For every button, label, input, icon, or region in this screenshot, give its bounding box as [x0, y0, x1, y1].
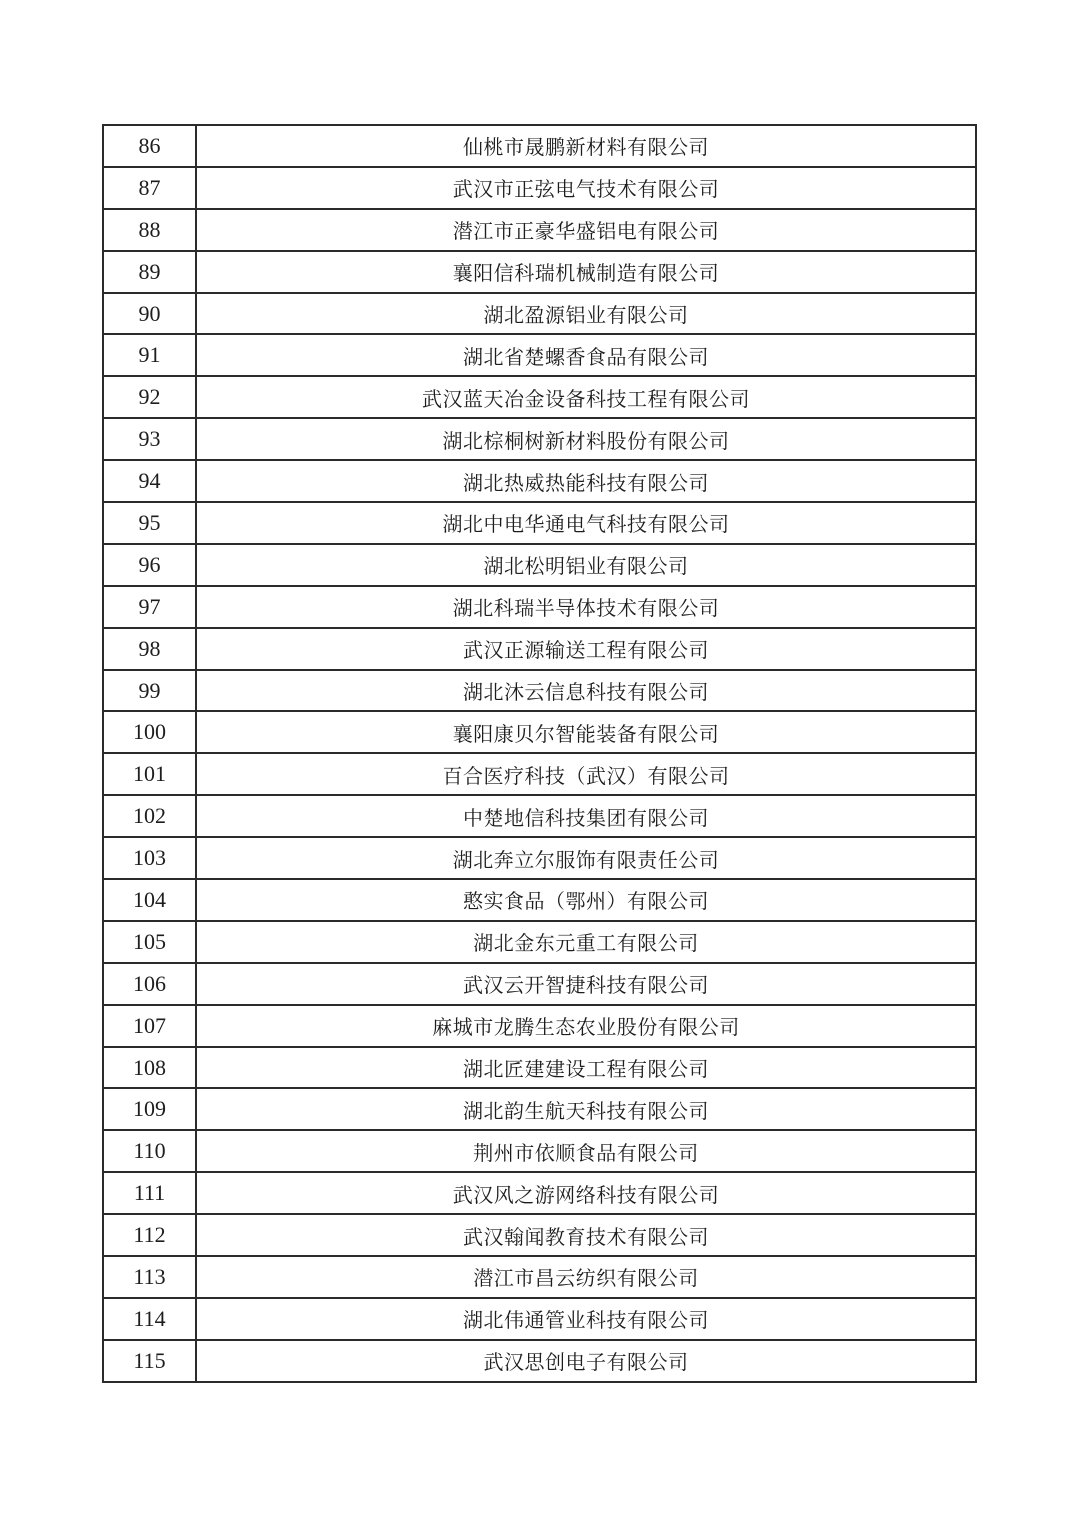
- table-row: [103, 1172, 976, 1214]
- table-row: [103, 1130, 976, 1172]
- company-name: 湖北科瑞半导体技术有限公司: [196, 586, 976, 628]
- row-number: 87: [103, 167, 196, 209]
- table-row: [103, 1298, 976, 1340]
- row-number: 102: [103, 795, 196, 837]
- table-row: [103, 251, 976, 293]
- table-row: [103, 628, 976, 670]
- row-number: 95: [103, 502, 196, 544]
- company-name: 武汉蓝天冶金设备科技工程有限公司: [196, 376, 976, 418]
- table-row: [103, 1340, 976, 1382]
- row-number: 99: [103, 670, 196, 712]
- row-number: 105: [103, 921, 196, 963]
- table-row: [103, 1256, 976, 1298]
- table-row: [103, 1047, 976, 1089]
- row-number: 113: [103, 1256, 196, 1298]
- company-name: 襄阳信科瑞机械制造有限公司: [196, 251, 976, 293]
- company-name: 武汉云开智捷科技有限公司: [196, 963, 976, 1005]
- company-name: 湖北韵生航天科技有限公司: [196, 1088, 976, 1130]
- company-name: 湖北沐云信息科技有限公司: [196, 670, 976, 712]
- company-name: 襄阳康贝尔智能装备有限公司: [196, 711, 976, 753]
- company-name: 湖北匠建建设工程有限公司: [196, 1047, 976, 1089]
- row-number: 96: [103, 544, 196, 586]
- company-table-body: [103, 125, 976, 1382]
- row-number: 98: [103, 628, 196, 670]
- company-name: 湖北盈源铝业有限公司: [196, 293, 976, 335]
- row-number: 103: [103, 837, 196, 879]
- row-number: 110: [103, 1130, 196, 1172]
- row-number: 109: [103, 1088, 196, 1130]
- row-number: 86: [103, 125, 196, 167]
- row-number: 97: [103, 586, 196, 628]
- table-row: [103, 1005, 976, 1047]
- row-number: 101: [103, 753, 196, 795]
- company-name: 湖北伟通管业科技有限公司: [196, 1298, 976, 1340]
- table-row: [103, 586, 976, 628]
- company-table: [102, 124, 977, 1383]
- row-number: 92: [103, 376, 196, 418]
- row-number: 114: [103, 1298, 196, 1340]
- table-row: [103, 460, 976, 502]
- company-name: 百合医疗科技（武汉）有限公司: [196, 753, 976, 795]
- company-name: 湖北松明铝业有限公司: [196, 544, 976, 586]
- table-row: [103, 711, 976, 753]
- row-number: 89: [103, 251, 196, 293]
- row-number: 112: [103, 1214, 196, 1256]
- row-number: 111: [103, 1172, 196, 1214]
- table-row: [103, 879, 976, 921]
- row-number: 94: [103, 460, 196, 502]
- company-name: 湖北热威热能科技有限公司: [196, 460, 976, 502]
- table-row: [103, 921, 976, 963]
- company-name: 武汉风之游网络科技有限公司: [196, 1172, 976, 1214]
- table-row: [103, 544, 976, 586]
- company-name: 仙桃市晟鹏新材料有限公司: [196, 125, 976, 167]
- row-number: 90: [103, 293, 196, 335]
- table-row: [103, 502, 976, 544]
- table-row: [103, 334, 976, 376]
- table-row: [103, 795, 976, 837]
- row-number: 104: [103, 879, 196, 921]
- row-number: 107: [103, 1005, 196, 1047]
- row-number: 108: [103, 1047, 196, 1089]
- company-name: 麻城市龙腾生态农业股份有限公司: [196, 1005, 976, 1047]
- table-row: [103, 1214, 976, 1256]
- row-number: 115: [103, 1340, 196, 1382]
- company-name: 武汉思创电子有限公司: [196, 1340, 976, 1382]
- company-name: 湖北省楚螺香食品有限公司: [196, 334, 976, 376]
- row-number: 93: [103, 418, 196, 460]
- company-name: 湖北奔立尔服饰有限责任公司: [196, 837, 976, 879]
- table-row: [103, 167, 976, 209]
- company-name: 湖北金东元重工有限公司: [196, 921, 976, 963]
- table-row: [103, 418, 976, 460]
- table-row: [103, 753, 976, 795]
- company-name: 武汉翰闻教育技术有限公司: [196, 1214, 976, 1256]
- company-name: 湖北棕桐树新材料股份有限公司: [196, 418, 976, 460]
- company-name: 潜江市正豪华盛铝电有限公司: [196, 209, 976, 251]
- row-number: 106: [103, 963, 196, 1005]
- company-name: 湖北中电华通电气科技有限公司: [196, 502, 976, 544]
- table-row: [103, 1088, 976, 1130]
- company-name: 荆州市依顺食品有限公司: [196, 1130, 976, 1172]
- company-name: 潜江市昌云纺织有限公司: [196, 1256, 976, 1298]
- row-number: 88: [103, 209, 196, 251]
- table-row: [103, 209, 976, 251]
- company-name: 武汉正源输送工程有限公司: [196, 628, 976, 670]
- row-number: 91: [103, 334, 196, 376]
- table-row: [103, 125, 976, 167]
- table-row: [103, 376, 976, 418]
- row-number: 100: [103, 711, 196, 753]
- table-row: [103, 293, 976, 335]
- table-row: [103, 963, 976, 1005]
- company-name: 憨实食品（鄂州）有限公司: [196, 879, 976, 921]
- table-row: [103, 670, 976, 712]
- company-name: 武汉市正弦电气技术有限公司: [196, 167, 976, 209]
- table-row: [103, 837, 976, 879]
- company-name: 中楚地信科技集团有限公司: [196, 795, 976, 837]
